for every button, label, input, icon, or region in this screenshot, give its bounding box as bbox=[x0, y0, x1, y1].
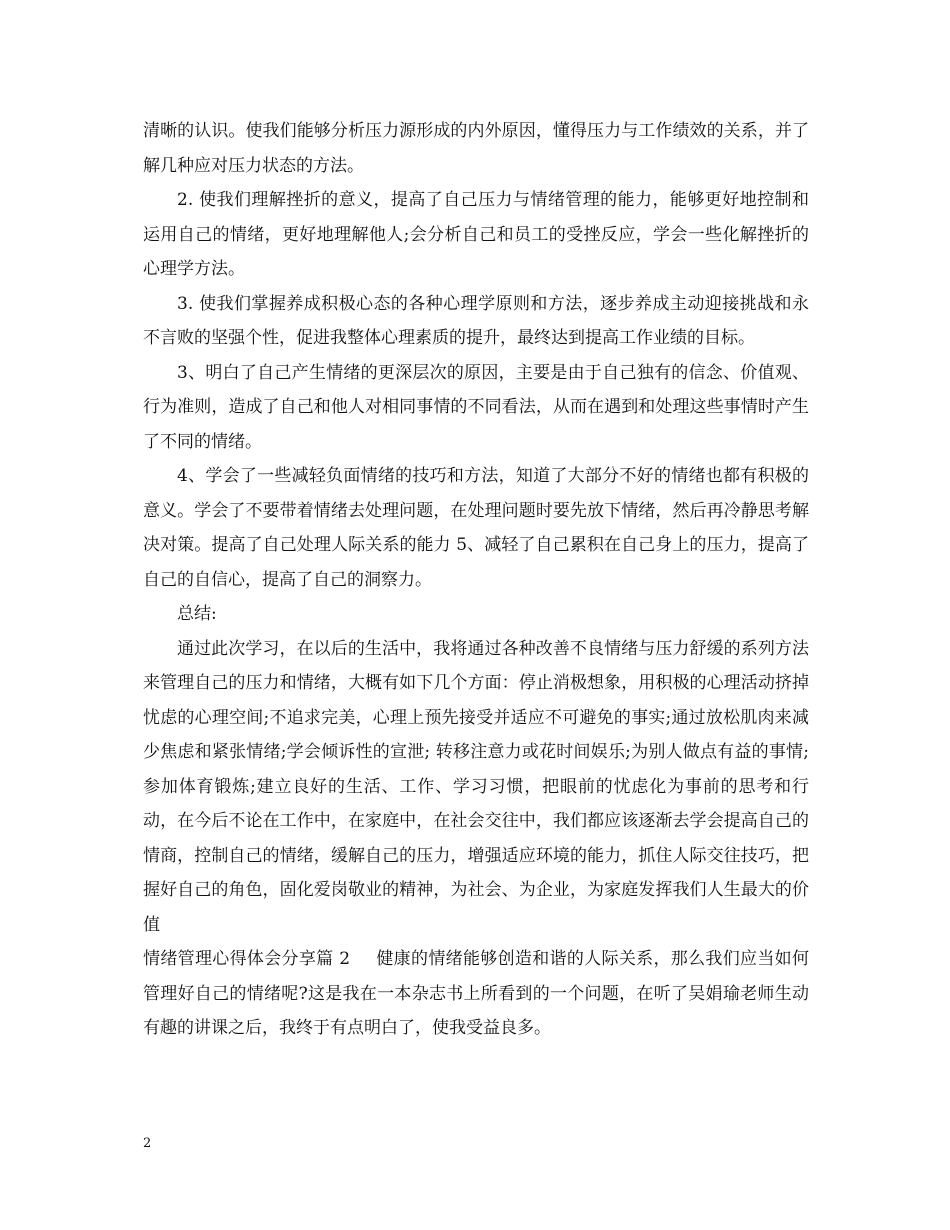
section-text: 健康的情绪能够创造和谐的人际关系，那么我们应当如何管理好自己的情绪呢?这是我在一本杂志书上所看到的一个问题，在听了吴娟瑜老师生动有趣的讲课之后，我终于有点明白了，使我受益良多。 bbox=[143, 949, 809, 1038]
paragraph-2: 2. 使我们理解挫折的意义，提高了自己压力与情绪管理的能力，能够更好地控制和运用自己的情绪，更好地理解他人;会分析自己和员工的受挫反应，学会一些化解挫折的心理学方法。 bbox=[143, 190, 809, 279]
section-paragraph bbox=[143, 942, 809, 1046]
paragraph-3: 3. 使我们掌握养成积极心态的各种心理学原则和方法，逐步养成主动迎接挑战和永不言败的坚强个性，促进我整体心理素质的提升，最终达到提高工作业绩的目标。 bbox=[143, 293, 809, 348]
section-heading: 情绪管理心得体会分享篇 2 bbox=[143, 949, 351, 969]
paragraph-5: 4、学会了一些减轻负面情绪的技巧和方法，知道了大部分不好的情绪也都有积极的意义。学会了不要带着情绪去处理问题，在处理问题时要先放下情绪，然后再冷静思考解决对策。提高了自己处理人际关系的能力 5、减轻了自己累积在自己身上的压力，提高了自己的自信心，提高了自己的洞察力。 bbox=[143, 466, 809, 590]
summary-paragraph: 通过此次学习，在以后的生活中，我将通过各种改善不良情绪与压力舒缓的系列方法来管理自己的压力和情绪，大概有如下几个方面：停止消极想象，用积极的心理活动挤掉忧虑的心理空间;不追求完美，心理上预先接受并适应不可避免的事实;通过放松肌肉来减少焦虑和紧张情绪;学会倾诉性的宣泄; 转移注意力或花时间娱乐;为别人做点有益的事情;参加体育锻炼;建立良好的生活、工作、学习习惯，把眼前的忧虑化为事前的思考和行动，在今后不论在工作中，在家庭中，在社会交往中，我们都应该逐渐去学会提高自己的情商，控制自己的情绪，缓解自己的压力，增强适应环境的能力，抓住人际交往技巧，把握好自己的角色，固化爱岗敬业的精神，为社会、为企业，为家庭发挥我们人生最大的价值 bbox=[143, 638, 809, 935]
page-number: 2 bbox=[143, 1136, 152, 1151]
paragraph-1: 清晰的认识。使我们能够分析压力源形成的内外原因，懂得压力与工作绩效的关系，并了解几种应对压力状态的方法。 bbox=[143, 121, 809, 176]
paragraph-4: 3、明白了自己产生情绪的更深层次的原因，主要是由于自己独有的信念、价值观、行为准则，造成了自己和他人对相同事情的不同看法，从而在遇到和处理这些事情时产生了不同的情绪。 bbox=[143, 362, 809, 452]
document-body bbox=[143, 114, 809, 1046]
summary-heading: 总结: bbox=[177, 604, 217, 624]
